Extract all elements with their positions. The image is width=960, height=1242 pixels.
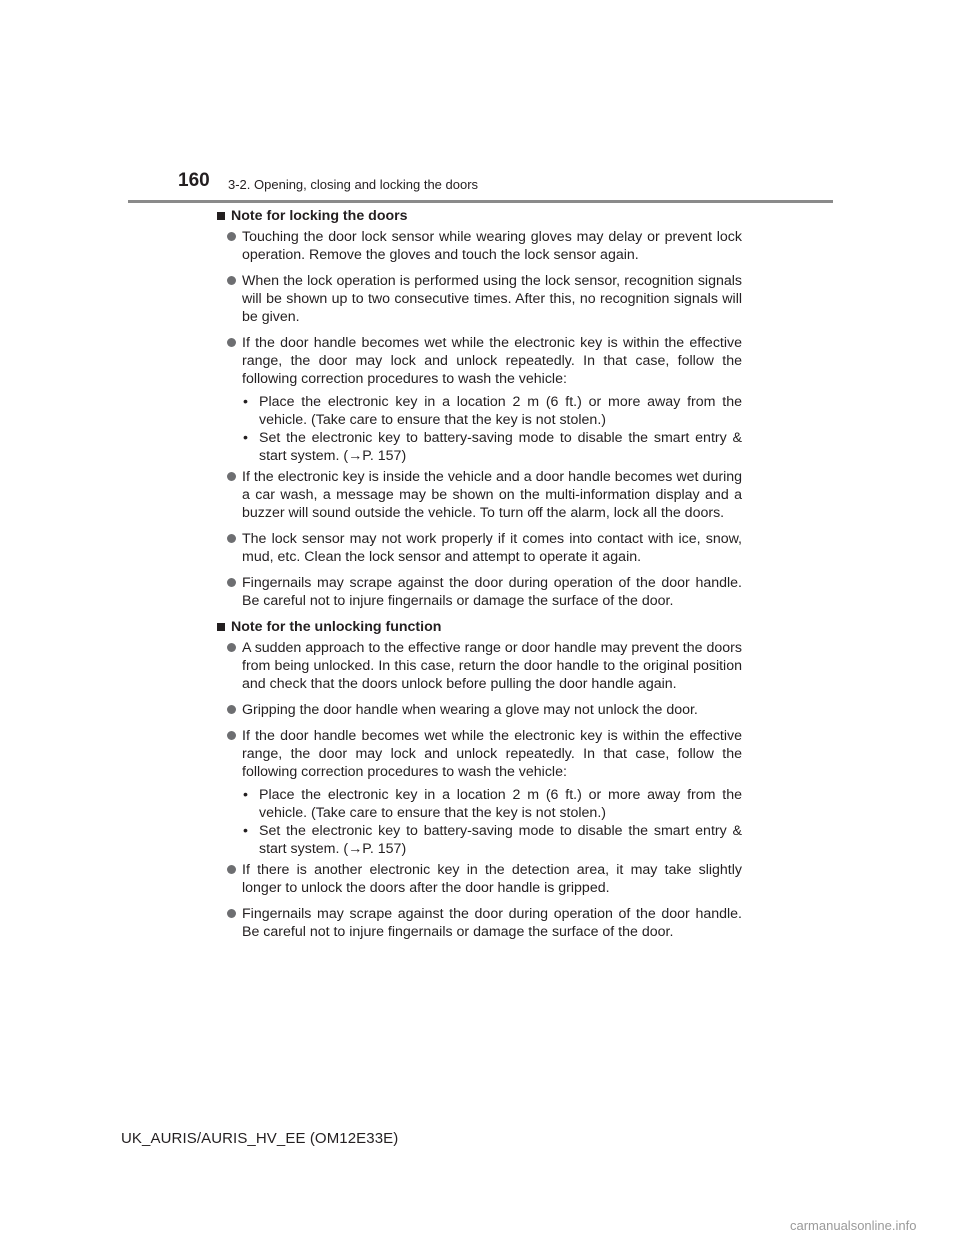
sub-list-item bbox=[216, 429, 742, 465]
sub-list-text: Place the electronic key in a location 2 m (6 ft.) or more away from the vehicle. (Take care to ensure that the key is not stolen.) bbox=[259, 787, 742, 821]
bullet-item bbox=[216, 530, 742, 566]
header-divider bbox=[128, 200, 833, 203]
sub-bullet-icon: • bbox=[243, 823, 248, 839]
section-title-text: Note for locking the doors bbox=[231, 208, 408, 224]
bullet-text: If the door handle becomes wet while the electronic key is within the effective range, the door may lock and unlock repeatedly. In that case, follow the following correction procedures to wash the vehicle: bbox=[242, 335, 742, 387]
square-bullet-icon bbox=[217, 623, 225, 631]
round-bullet-icon bbox=[227, 909, 236, 918]
sub-list-item bbox=[216, 786, 742, 822]
bullet-item bbox=[216, 639, 742, 693]
round-bullet-icon bbox=[227, 643, 236, 652]
bullet-item bbox=[216, 228, 742, 264]
bullet-item bbox=[216, 861, 742, 897]
sub-list-text: Set the electronic key to battery-saving mode to disable the smart entry & start system. (→P. 157) bbox=[259, 823, 742, 857]
page-content bbox=[216, 207, 742, 949]
bullet-item bbox=[216, 574, 742, 610]
bullet-item bbox=[216, 727, 742, 781]
sub-bullet-icon: • bbox=[243, 787, 248, 803]
sub-list-text: Set the electronic key to battery-saving mode to disable the smart entry & start system. (→P. 157) bbox=[259, 430, 742, 464]
round-bullet-icon bbox=[227, 731, 236, 740]
bullet-text: A sudden approach to the effective range or door handle may prevent the doors from being unlocked. In this case, return the door handle to the original position and check that the doors unlock before pulling the door handle again. bbox=[242, 640, 742, 692]
round-bullet-icon bbox=[227, 232, 236, 241]
sub-bullet-icon: • bbox=[243, 394, 248, 410]
square-bullet-icon bbox=[217, 212, 225, 220]
sub-list-text: Place the electronic key in a location 2 m (6 ft.) or more away from the vehicle. (Take care to ensure that the key is not stolen.) bbox=[259, 394, 742, 428]
round-bullet-icon bbox=[227, 534, 236, 543]
watermark: carmanualsonline.info bbox=[790, 1218, 917, 1233]
bullet-item bbox=[216, 272, 742, 326]
sub-list bbox=[216, 393, 742, 465]
bullet-text: The lock sensor may not work properly if it comes into contact with ice, snow, mud, etc. Clean the lock sensor and attempt to operate it again. bbox=[242, 531, 742, 565]
bullet-item bbox=[216, 334, 742, 388]
bullet-item bbox=[216, 468, 742, 522]
round-bullet-icon bbox=[227, 865, 236, 874]
section-title-text: Note for the unlocking function bbox=[231, 619, 442, 635]
round-bullet-icon bbox=[227, 705, 236, 714]
bullet-text: Fingernails may scrape against the door during operation of the door handle. Be careful not to injure fingernails or damage the surface of the door. bbox=[242, 575, 742, 609]
bullet-text: If the door handle becomes wet while the electronic key is within the effective range, the door may lock and unlock repeatedly. In that case, follow the following correction procedures to wash the vehicle: bbox=[242, 728, 742, 780]
sub-list bbox=[216, 786, 742, 858]
section bbox=[216, 207, 742, 610]
chapter-title: 3-2. Opening, closing and locking the doors bbox=[228, 177, 479, 192]
bullet-item bbox=[216, 701, 742, 719]
footer-model-code: UK_AURIS/AURIS_HV_EE (OM12E33E) bbox=[121, 1130, 399, 1147]
round-bullet-icon bbox=[227, 472, 236, 481]
bullet-item bbox=[216, 905, 742, 941]
section-title bbox=[216, 207, 742, 225]
bullet-text: Fingernails may scrape against the door during operation of the door handle. Be careful not to injure fingernails or damage the surface of the door. bbox=[242, 906, 742, 940]
bullet-text: If the electronic key is inside the vehicle and a door handle becomes wet during a car wash, a message may be shown on the multi-information display and a buzzer will sound outside the vehicle. To turn off the alarm, lock all the doors. bbox=[242, 469, 742, 521]
round-bullet-icon bbox=[227, 276, 236, 285]
round-bullet-icon bbox=[227, 338, 236, 347]
page-header bbox=[178, 170, 833, 202]
section bbox=[216, 618, 742, 941]
sub-list-item bbox=[216, 393, 742, 429]
bullet-text: Gripping the door handle when wearing a glove may not unlock the door. bbox=[242, 702, 698, 718]
round-bullet-icon bbox=[227, 578, 236, 587]
sub-bullet-icon: • bbox=[243, 430, 248, 446]
section-title bbox=[216, 618, 742, 636]
bullet-text: When the lock operation is performed using the lock sensor, recognition signals will be shown up to two consecutive times. After this, no recognition signals will be given. bbox=[242, 273, 742, 325]
page-number: 160 bbox=[178, 170, 210, 191]
bullet-text: If there is another electronic key in the detection area, it may take slightly longer to unlock the doors after the door handle is gripped. bbox=[242, 862, 742, 896]
bullet-text: Touching the door lock sensor while wearing gloves may delay or prevent lock operation. Remove the gloves and touch the lock sensor again. bbox=[242, 229, 742, 263]
sub-list-item bbox=[216, 822, 742, 858]
